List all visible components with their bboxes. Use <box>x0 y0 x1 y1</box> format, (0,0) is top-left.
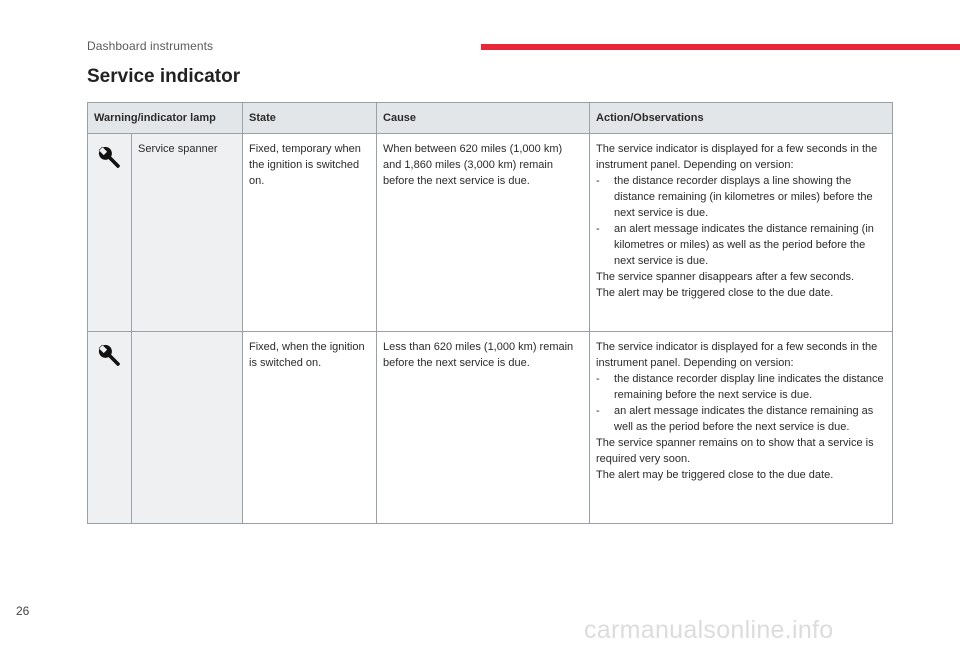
action-list-item: - an alert message indicates the distance remaining as well as the period before the next service is due. <box>596 403 886 435</box>
action-list-item: - an alert message indicates the distance remaining (in kilometres or miles) as well as the period before the next service is due. <box>596 221 886 269</box>
action-note: The service spanner disappears after a few seconds. <box>596 271 855 283</box>
action-note: The alert may be triggered close to the due date. <box>596 287 834 299</box>
lamp-name: Service spanner <box>132 134 243 332</box>
action-intro: The service indicator is displayed for a few seconds in the instrument panel. Depending on version: <box>596 143 878 171</box>
section-label: Dashboard instruments <box>87 39 214 53</box>
lamp-icon-cell <box>88 332 132 524</box>
action-cell <box>590 134 893 332</box>
action-note: The alert may be triggered close to the due date. <box>596 469 834 481</box>
state-cell: Fixed, when the ignition is switched on. <box>243 332 377 524</box>
action-intro: The service indicator is displayed for a few seconds in the instrument panel. Depending on version: <box>596 341 878 369</box>
action-list-item: - the distance recorder display line indicates the distance remaining before the next service is due. <box>596 371 886 403</box>
column-header-cause: Cause <box>377 103 590 134</box>
table-row <box>88 332 893 524</box>
watermark: carmanualsonline.info <box>584 616 834 644</box>
column-header-state: State <box>243 103 377 134</box>
page-title: Service indicator <box>87 66 241 87</box>
column-header-action: Action/Observations <box>590 103 893 134</box>
accent-bar <box>481 44 960 50</box>
lamp-icon-cell <box>88 134 132 332</box>
wrench-icon <box>96 144 124 172</box>
lamp-name <box>132 332 243 524</box>
state-cell: Fixed, temporary when the ignition is switched on. <box>243 134 377 332</box>
action-note: The service spanner remains on to show that a service is required very soon. <box>596 437 874 465</box>
table-row <box>88 134 893 332</box>
page-number: 26 <box>16 604 30 618</box>
action-list <box>596 371 886 435</box>
cause-cell: When between 620 miles (1,000 km) and 1,860 miles (3,000 km) remain before the next service is due. <box>377 134 590 332</box>
action-cell <box>590 332 893 524</box>
cause-cell: Less than 620 miles (1,000 km) remain before the next service is due. <box>377 332 590 524</box>
wrench-icon <box>96 342 124 370</box>
action-list-item: - the distance recorder displays a line showing the distance remaining (in kilometres or miles) before the next service is due. <box>596 173 886 221</box>
column-header-lamp: Warning/indicator lamp <box>88 103 243 134</box>
service-indicator-table <box>87 102 893 524</box>
table-header-row <box>88 103 893 134</box>
action-list <box>596 173 886 269</box>
